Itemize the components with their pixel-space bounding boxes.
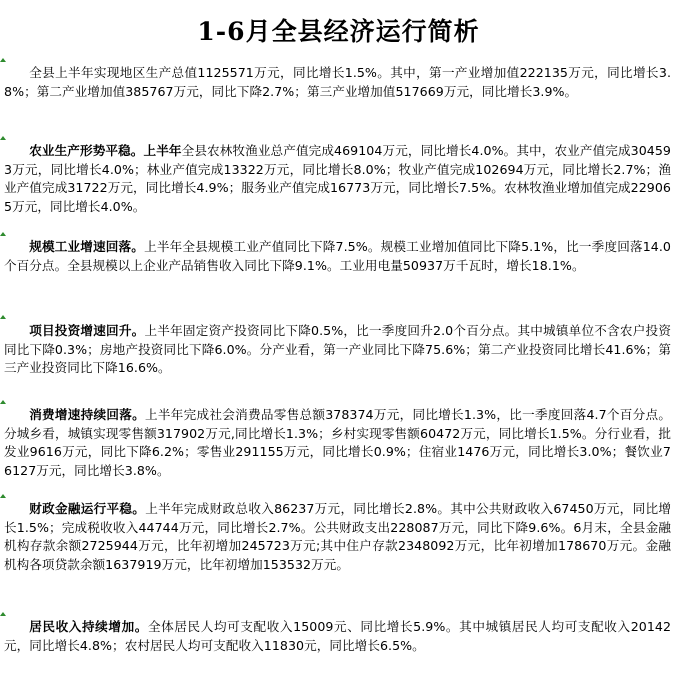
paragraph-lead: 居民收入持续增加。 [29, 619, 148, 634]
paragraph-lead: 项目投资增速回升。 [29, 323, 145, 338]
paragraph-finance [4, 500, 671, 574]
paragraph-consumption [4, 406, 671, 480]
paragraph-investment [4, 322, 671, 378]
paragraph-text: 上半年固定资产投资同比下降0.5%，比一季度回升2.0个百分点。其中城镇单位不含农户投资同比下降0.3%；房地产投资同比下降6.0%。分产业看，第一产业同比下降75.6%；第二产业投资同比增长41.6%；第三产业投资同比下降16.6%。 [4, 323, 671, 376]
paragraph-text: 上半年完成社会消费品零售总额378374万元，同比增长1.3%，比一季度回落4.7个百分点。分城乡看，城镇实现零售额317902万元,同比增长1.3%；乡村实现零售额60472万元，同比增长1.5%。分行业看，批发业9616万元，同比下降6.2%；零售业291155万元，同比增长0.9%；住宿业1476万元，同比增长3.0%；餐饮业76127万元，同比增长3.8%。 [4, 407, 671, 478]
page-title: 1-6月全县经济运行简析 [197, 17, 480, 46]
paragraph-income [4, 618, 671, 655]
paragraph-agriculture [4, 142, 671, 216]
paragraph-text: 全县上半年实现地区生产总值1125571万元，同比增长1.5%。其中，第一产业增加值222135万元，同比增长3.8%；第二产业增加值385767万元，同比下降2.7%；第三产业增加值517669万元，同比增长3.9%。 [4, 65, 671, 99]
paragraph-lead: 规模工业增速回落。 [29, 239, 145, 254]
paragraph-text: 上半年全县规模工业产值同比下降7.5%。规模工业增加值同比下降5.1%，比一季度回落14.0个百分点。全县规模以上企业产品销售收入同比下降9.1%。工业用电量50937万千瓦时，增长18.1%。 [4, 239, 671, 273]
paragraph-lead: 财政金融运行平稳。 [29, 501, 146, 516]
paragraph-industry [4, 238, 671, 275]
paragraph-marker [0, 136, 6, 140]
paragraph-lead: 消费增速持续回落。 [29, 407, 146, 422]
paragraph-gdp-overview [4, 64, 671, 101]
paragraph-marker [0, 400, 6, 404]
paragraph-marker [0, 232, 6, 236]
paragraph-text: 全县农林牧渔业总产值完成469104万元，同比增长4.0%。其中，农业产值完成304593万元，同比增长4.0%；林业产值完成13322万元，同比增长8.0%；牧业产值完成102694万元，同比增长2.7%；渔业产值完成31722万元，同比增长4.9%；服务业产值完成16773万元，同比增长7.5%。农林牧渔业增加值完成229065万元，同比增长4.0%。 [4, 143, 671, 214]
paragraph-text: 全体居民人均可支配收入15009元、同比增长5.9%。其中城镇居民人均可支配收入20142元，同比增长4.8%；农村居民人均可支配收入11830元，同比增长6.5%。 [4, 619, 672, 653]
paragraph-text: 上半年完成财政总收入86237万元，同比增长2.8%。其中公共财政收入67450万元，同比增长1.5%；完成税收收入44744万元，同比增长2.7%。公共财政支出228087万元，同比下降9.6%。6月末，全县金融机构存款余额2725944万元，比年初增加245723万元;其中住户存款2348092万元，比年初增加178670万元。金融机构各项贷款余额1637919万元，比年初增加153532万元。 [4, 501, 671, 572]
paragraph-marker [0, 315, 6, 319]
paragraph-marker [0, 494, 6, 498]
paragraph-lead: 农业生产形势平稳。上半年 [29, 143, 182, 158]
paragraph-marker [0, 58, 6, 62]
paragraph-marker [0, 612, 6, 616]
